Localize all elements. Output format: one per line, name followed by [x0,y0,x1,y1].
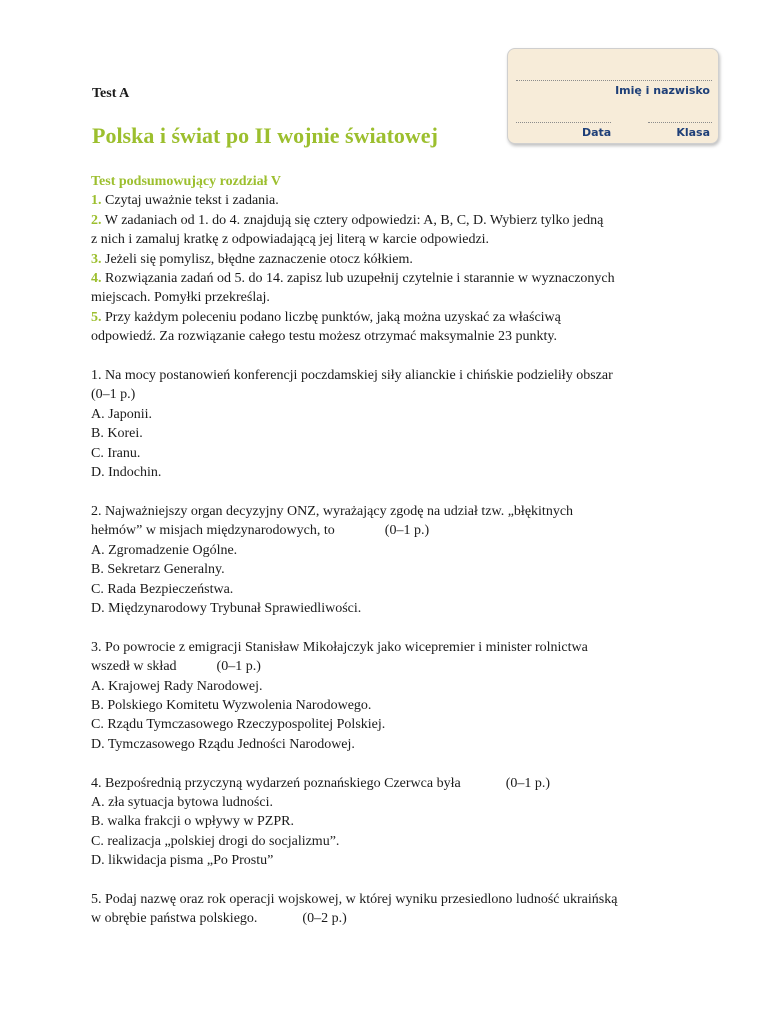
answer-option[interactable]: C. Iranu. [91,445,141,461]
question-text: 4. Bezpośrednią przyczyną wydarzeń poznańskiego Czerwca była [91,775,461,791]
answer-option[interactable]: D. Tymczasowego Rządu Jedności Narodowej. [91,736,355,752]
question-text: w obrębie państwa polskiego. [91,911,258,927]
question-text: 3. Po powrocie z emigracji Stanisław Mikołajczyk jako wicepremier i minister rolnictwa [91,639,588,655]
question-text: 5. Podaj nazwę oraz rok operacji wojskowej, w której wyniku przesiedlono ludność ukraińską [91,891,618,907]
instruction-item [91,269,691,308]
answer-option[interactable]: B. Sekretarz Generalny. [91,562,225,578]
question-text: 2. Najważniejszy organ decyzyjny ONZ, wyrażający zgodę na udział tzw. „błękitnych [91,503,574,519]
answer-option[interactable]: B. Polskiego Komitetu Wyzwolenia Narodowego. [91,697,372,713]
question-text: wszedł w skład [91,659,177,675]
name-writing-line[interactable] [516,80,712,81]
instruction-text: odpowiedź. Za rozwiązanie całego testu możesz otrzymać maksymalnie 23 punkty. [91,329,557,345]
page-title: Polska i świat po II wojnie światowej [92,123,438,148]
answer-option[interactable]: C. realizacja „polskiej drogi do socjalizmu”. [91,833,340,849]
answer-option[interactable]: A. zła sytuacja bytowa ludności. [91,794,273,810]
answer-option[interactable]: D. likwidacja pisma „Po Prostu” [91,853,274,869]
question-points: (0–1 p.) [91,387,136,403]
instruction-text: Czytaj uważnie tekst i zadania. [105,193,279,209]
answer-option[interactable]: A. Krajowej Rady Narodowej. [91,678,263,694]
instruction-number: 4. [91,271,102,287]
answer-option[interactable]: B. walka frakcji o wpływy w PZPR. [91,814,294,830]
date-label: Data [582,126,612,139]
answer-option[interactable]: A. Zgromadzenie Ogólne. [91,542,238,558]
instruction-text: W zadaniach od 1. do 4. znajdują się cztery odpowiedzi: A, B, C, D. Wybierz tylko jedną [104,212,604,228]
question-5 [91,890,691,929]
instruction-number: 2. [91,212,102,228]
answer-option[interactable]: D. Międzynarodowy Trybunał Sprawiedliwości. [91,600,362,616]
instructions-subtitle: Test podsumowujący rozdział V [91,174,281,189]
question-points: (0–2 p.) [302,911,347,927]
question-text: hełmów” w misjach międzynarodowych, to [91,523,335,539]
question-1 [91,366,691,482]
class-label: Klasa [676,126,710,139]
answer-option[interactable]: D. Indochin. [91,465,162,481]
question-points: (0–1 p.) [505,775,551,791]
question-points: (0–1 p.) [216,659,261,675]
instruction-number: 1. [91,193,102,209]
instruction-text: z nich i zamaluj kratkę z odpowiadającą jej literą w karcie odpowiedzi. [91,232,490,248]
instruction-number: 5. [91,309,102,325]
class-writing-line[interactable] [648,122,712,123]
instruction-item [91,191,691,210]
question-text: 1. Na mocy postanowień konferencji poczdamskiej siły alianckie i chińskie podzieliły obszar [91,368,613,384]
date-writing-line[interactable] [516,122,611,123]
test-content [91,172,691,929]
instruction-text: Przy każdym poleceniu podano liczbę punktów, jaką można uzyskać za właściwą [105,309,561,325]
name-label: Imię i nazwisko [615,84,710,97]
answer-option[interactable]: A. Japonii. [91,406,153,422]
instruction-text: Jeżeli się pomylisz, błędne zaznaczenie otocz kółkiem. [105,251,413,267]
question-2 [91,502,691,618]
answer-option[interactable]: C. Rządu Tymczasowego Rzeczypospolitej Polskiej. [91,717,386,733]
answer-option[interactable]: B. Korei. [91,426,143,442]
test-variant-label: Test A [92,86,130,101]
question-3 [91,638,691,754]
answer-option[interactable]: C. Rada Bezpieczeństwa. [91,581,234,597]
instruction-item [91,250,691,269]
name-date-class-box [507,48,719,144]
instruction-item [91,308,691,347]
instruction-item [91,211,691,250]
instruction-text: Rozwiązania zadań od 5. do 14. zapisz lub uzupełnij czytelnie i starannie w wyznaczonych [105,271,615,287]
instruction-text: miejscach. Pomyłki przekreślaj. [91,290,270,306]
question-4 [91,774,691,871]
question-points: (0–1 p.) [384,523,430,539]
instruction-number: 3. [91,251,102,267]
